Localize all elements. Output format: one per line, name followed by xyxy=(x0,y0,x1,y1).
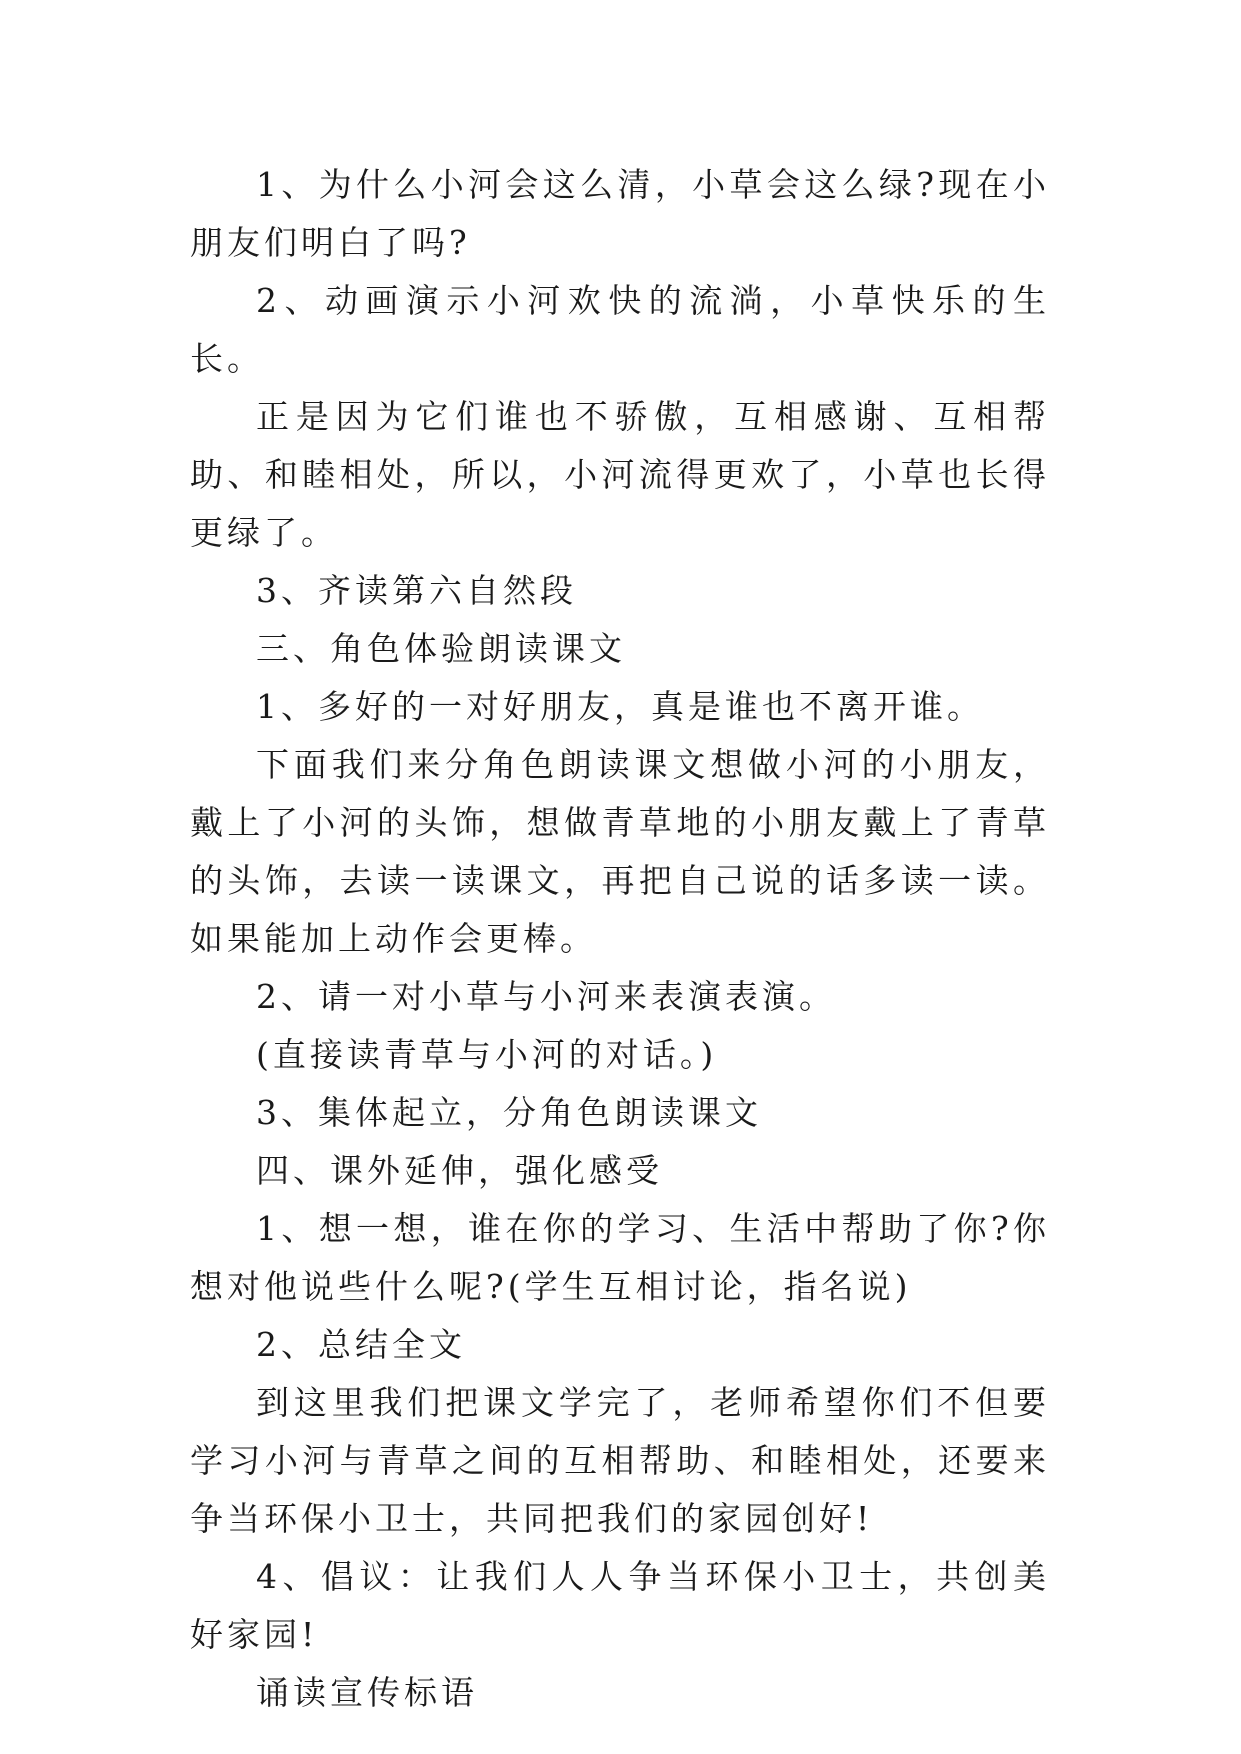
paragraph-summary-heading: 2、总结全文 xyxy=(256,1325,466,1364)
section-heading-extension: 四、课外延伸，强化感受 xyxy=(256,1151,663,1190)
paragraph-stand-up: 3、集体起立，分角色朗读课文 xyxy=(256,1093,762,1132)
paragraph-proposal: 4、倡议：让我们人人争当环保小卫士，共创美好家园! xyxy=(190,1557,1050,1654)
paragraph-role-instructions: 下面我们来分角色朗读课文想做小河的小朋友，戴上了小河的头饰，想做青草地的小朋友戴上了青草的头饰，去读一读课文，再把自己说的话多读一读。如果能加上动作会更棒。 xyxy=(190,745,1050,958)
paragraph-summary: 到这里我们把课文学完了，老师希望你们不但要学习小河与青草之间的互相帮助、和睦相处，还要来争当环保小卫士，共同把我们的家园创好! xyxy=(190,1383,1050,1538)
document-body xyxy=(190,156,1050,1722)
paragraph-read-together: 3、齐读第六自然段 xyxy=(256,571,577,610)
section-heading-role-reading: 三、角色体验朗读课文 xyxy=(256,629,626,668)
paragraph-slogan: 诵读宣传标语 xyxy=(256,1673,478,1712)
paragraph-performance: 2、请一对小草与小河来表演表演。 xyxy=(256,977,836,1016)
paragraph-question-1: 1、为什么小河会这么清，小草会这么绿?现在小朋友们明白了吗? xyxy=(190,165,1050,262)
paragraph-explanation: 正是因为它们谁也不骄傲，互相感谢、互相帮助、和睦相处，所以，小河流得更欢了，小草也长得更绿了。 xyxy=(190,397,1050,552)
paragraph-animation-demo: 2、动画演示小河欢快的流淌，小草快乐的生长。 xyxy=(190,281,1050,378)
paragraph-dialogue-note: (直接读青草与小河的对话。) xyxy=(256,1035,718,1074)
paragraph-think: 1、想一想，谁在你的学习、生活中帮助了你?你想对他说些什么呢?(学生互相讨论，指名说) xyxy=(190,1209,1050,1306)
paragraph-good-friends: 1、多好的一对好朋友，真是谁也不离开谁。 xyxy=(256,687,984,726)
